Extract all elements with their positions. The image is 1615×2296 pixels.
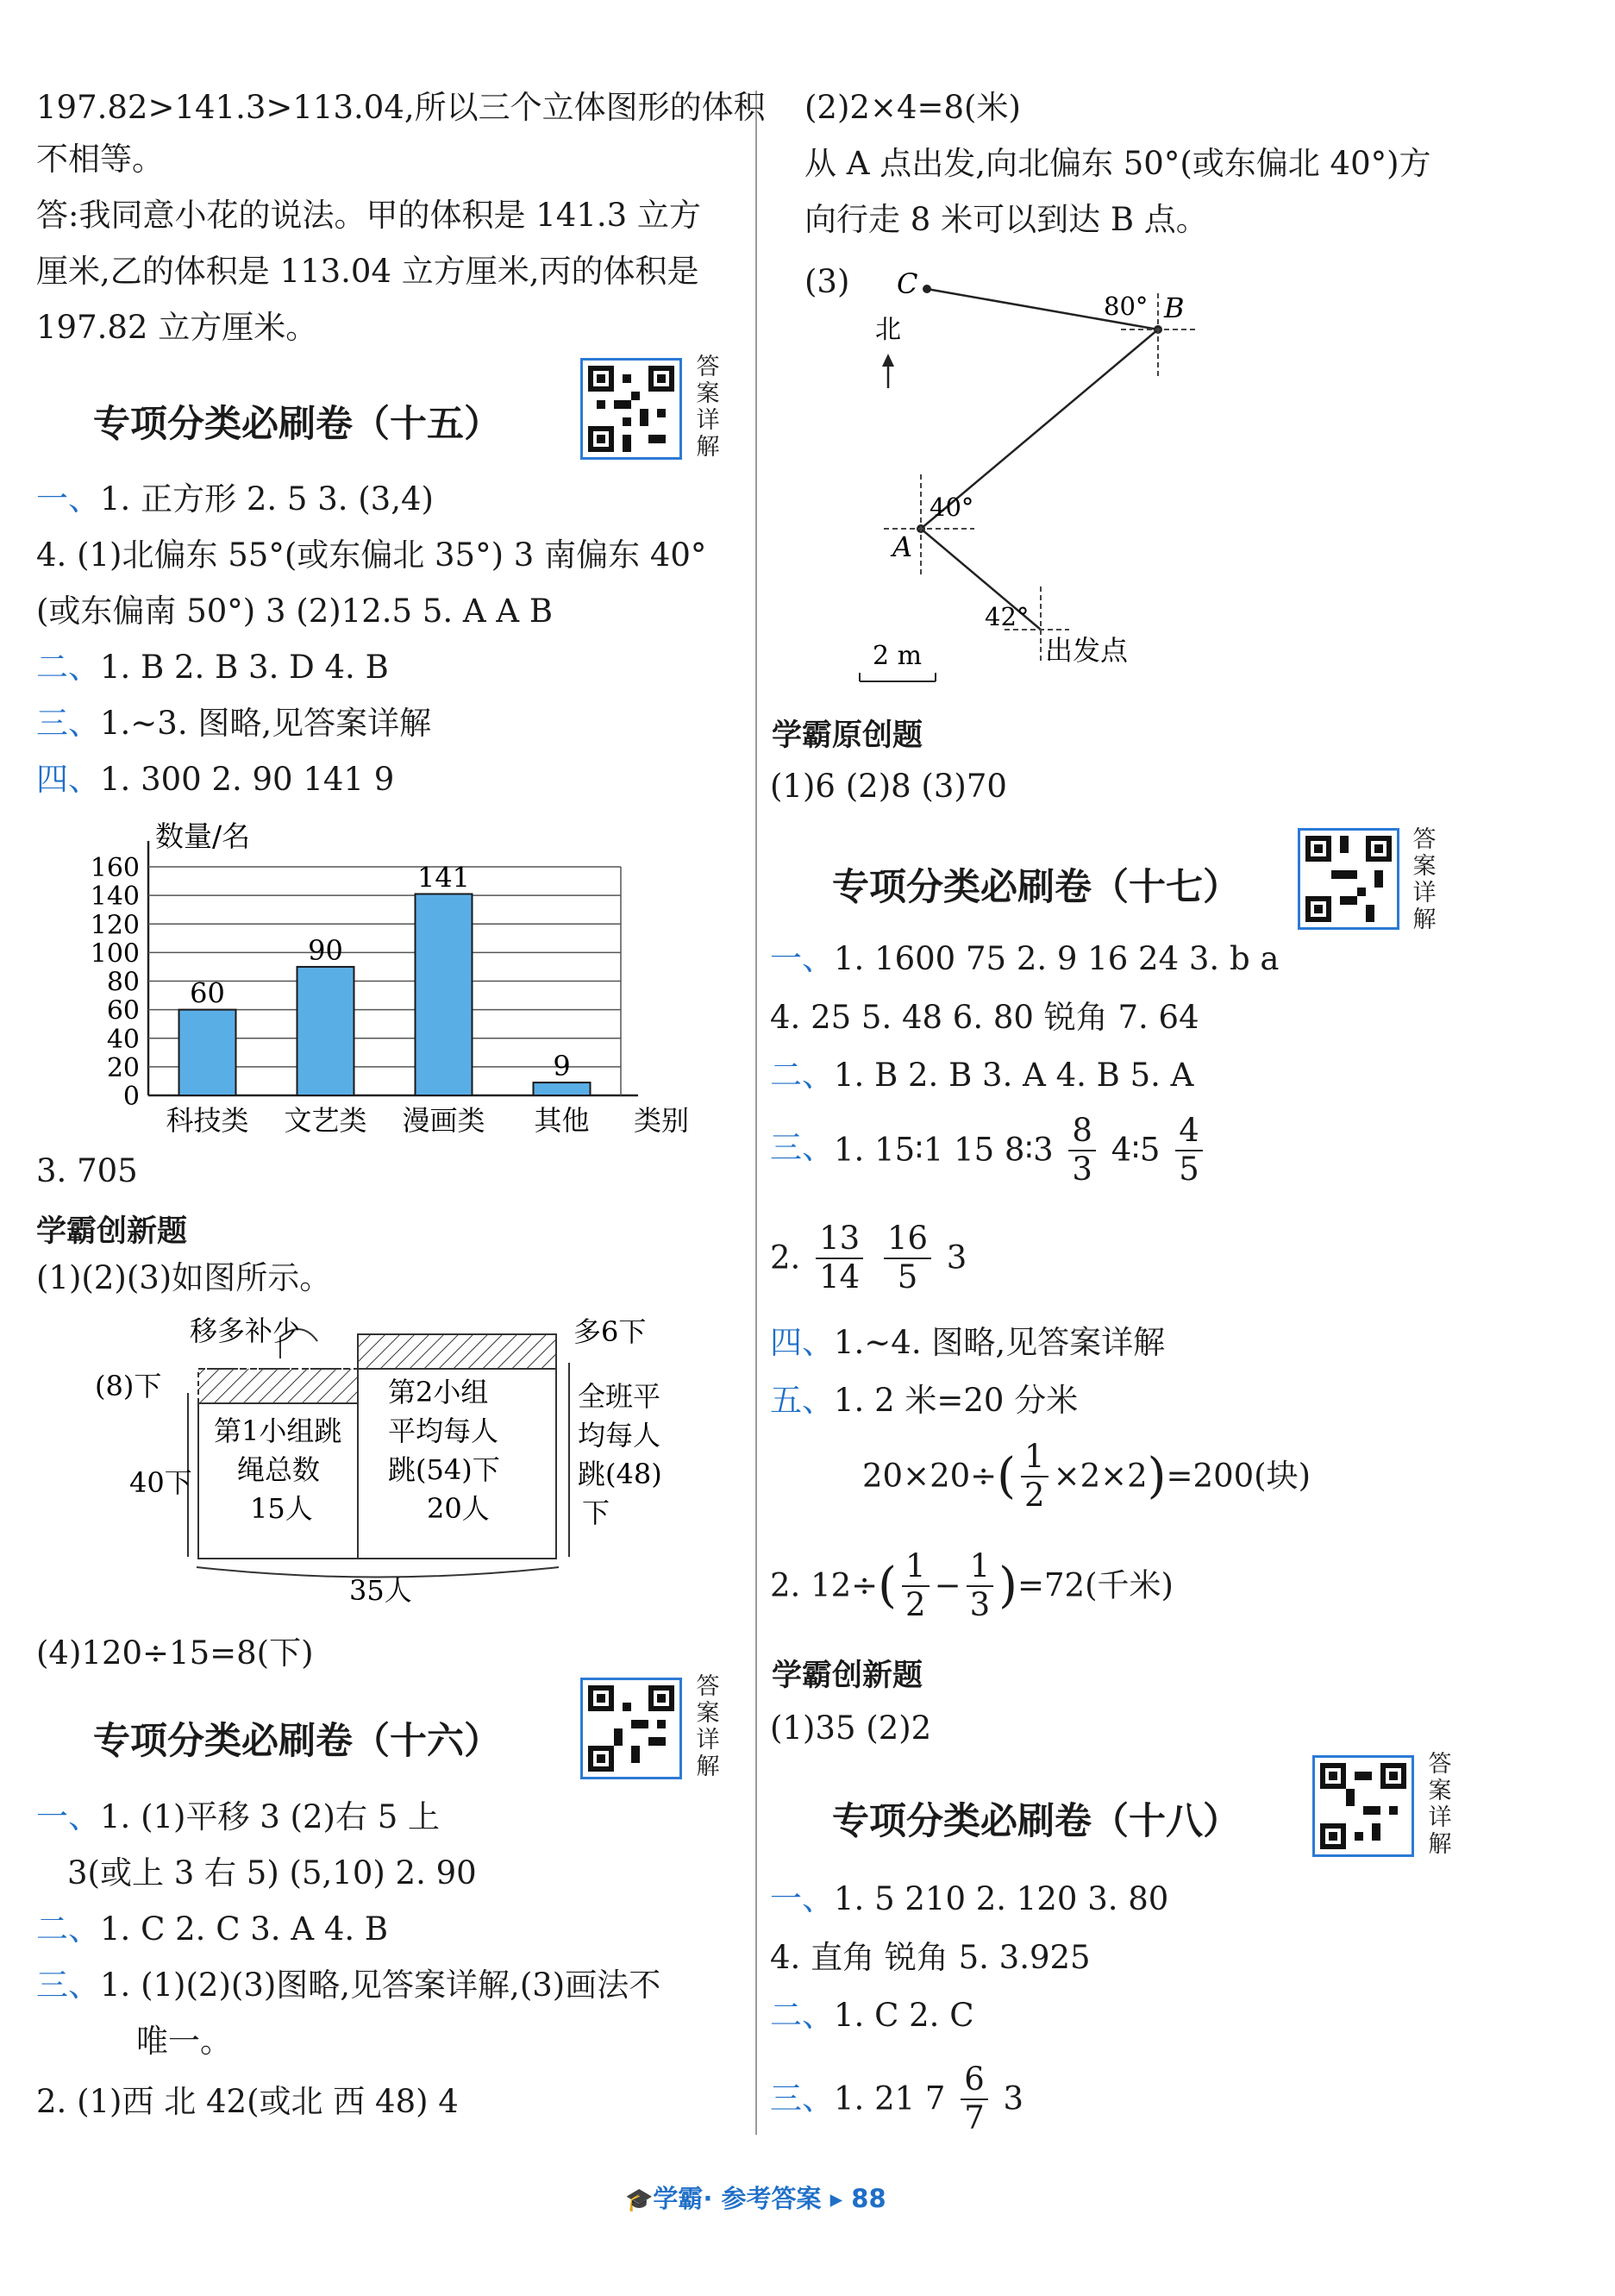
- answer-text: 3: [1003, 2080, 1024, 2117]
- item-prefix: 二、: [36, 649, 100, 686]
- diagram-label: 多6下: [573, 1315, 647, 1348]
- answer-line: 唯一。: [136, 2023, 232, 2060]
- answer-line: [36, 761, 394, 799]
- page-number: 88: [851, 2184, 886, 2213]
- chart-ylabel: 数量/名: [155, 819, 251, 853]
- diagram-label: 第2小组: [388, 1376, 489, 1408]
- qr-caption: 答案详解: [1428, 1751, 1452, 1858]
- item-prefix: 三、: [770, 2080, 834, 2117]
- chart-bar: [297, 967, 354, 1095]
- answer-line: 4. 25 5. 48 6. 80 锐角 7. 64: [770, 999, 1199, 1036]
- fill-block: [198, 1369, 358, 1403]
- answer-line: [770, 940, 1279, 978]
- answer-text: 1. 正方形 2. 5 3. (3,4): [100, 480, 434, 518]
- answer-line: [36, 1967, 660, 2004]
- scale-label: 2 m: [873, 641, 923, 671]
- diagram-label: 15人: [250, 1492, 313, 1525]
- item-prefix: 三、: [770, 1129, 834, 1167]
- answer-text: 1. 300 2. 90 141 9: [100, 761, 395, 798]
- chart-data-label: 141: [416, 861, 471, 894]
- answer-line: 2. (1)西 北 42(或北 西 48) 4: [36, 2083, 459, 2120]
- answer-line: [770, 1880, 1168, 1918]
- chart-tick-label: 160: [90, 853, 140, 883]
- answer-line: [770, 1324, 1165, 1362]
- diagram-label: 绳总数: [237, 1453, 321, 1486]
- chart-data-label: 60: [190, 976, 225, 1010]
- item-prefix: 一、: [770, 1880, 834, 1917]
- chart-data-label: 9: [553, 1050, 571, 1083]
- chart-bar: [534, 1082, 591, 1095]
- answer-line: 3. 705: [36, 1152, 138, 1189]
- diagram-label: 全班平: [578, 1380, 661, 1413]
- item-prefix: 三、: [36, 705, 100, 742]
- intro-line: 197.82 立方厘米。: [36, 309, 318, 346]
- fraction: $\frac{8}{3}$: [1068, 1113, 1096, 1188]
- equation-line: 20×20÷( $\frac{1}{2}$ ×2×2)=200(块): [862, 1438, 1311, 1514]
- map-point-c: C: [897, 267, 918, 300]
- item-prefix: 三、: [36, 1967, 100, 2004]
- chart-tick-label: 0: [122, 1082, 140, 1112]
- answer-line: 4. (1)北偏东 55°(或东偏北 35°) 3 南偏东 40°: [36, 536, 707, 574]
- answer-line: (3): [804, 263, 850, 300]
- item-prefix: 二、: [36, 1910, 100, 1948]
- intro-line: 答:我同意小花的说法。甲的体积是 141.3 立方: [36, 197, 701, 234]
- chart-category-label: 文艺类: [284, 1104, 367, 1137]
- column-divider: [755, 91, 757, 2135]
- diagram-label: 下: [582, 1496, 610, 1529]
- intro-line: 不相等。: [36, 141, 164, 178]
- diagram-label: 平均每人: [388, 1415, 499, 1447]
- item-prefix: 二、: [770, 1057, 834, 1094]
- item-prefix: 一、: [36, 480, 100, 518]
- chart-tick-label: 20: [106, 1052, 140, 1083]
- fraction: $\frac{16}{5}$: [884, 1220, 931, 1295]
- answer-text: 3: [946, 1239, 967, 1277]
- answer-line: (1)(2)(3)如图所示。: [36, 1259, 332, 1296]
- answer-line: 从 A 点出发,向北偏东 50°(或东偏北 40°)方: [804, 145, 1431, 182]
- answer-line: [770, 1382, 1078, 1420]
- intro-line: 197.82>141.3>113.04,所以三个立体图形的体积: [36, 89, 766, 126]
- subsection-title: 学霸原创题: [772, 718, 923, 753]
- qr-code-icon[interactable]: [580, 1678, 682, 1779]
- subsection-title: 学霸创新题: [36, 1214, 188, 1249]
- answer-line: (或东偏南 50°) 3 (2)12.5 5. A A B: [36, 593, 554, 630]
- answer-text: 1. 5 210 2. 120 3. 80: [834, 1880, 1169, 1917]
- answer-line: [770, 1057, 1193, 1095]
- item-prefix: 一、: [36, 1798, 100, 1835]
- item-prefix: 四、: [36, 761, 100, 798]
- map-point-a: A: [892, 530, 913, 563]
- fraction: $\frac{6}{7}$: [961, 2061, 988, 2136]
- answer-line: [770, 1997, 974, 2035]
- start-label: 出发点: [1045, 634, 1129, 667]
- answer-line: (2)2×4=8(米): [804, 89, 1021, 126]
- chart-tick-label: 60: [106, 995, 140, 1026]
- answer-text: 1.~3. 图略,见答案详解: [100, 705, 432, 742]
- answer-line: [770, 2061, 1023, 2136]
- fraction: $\frac{1}{3}$: [967, 1548, 994, 1623]
- chart-category-label: 漫画类: [402, 1104, 485, 1137]
- chart-tick-label: 80: [106, 967, 140, 998]
- footer-text: · 参考答案: [703, 2184, 822, 2213]
- answer-text: 1. B 2. B 3. A 4. B 5. A: [834, 1057, 1194, 1094]
- chart-data-label: 90: [308, 933, 343, 967]
- angle-label: 42°: [985, 602, 1030, 631]
- answer-text: 1. C 2. C 3. A 4. B: [100, 1910, 389, 1948]
- chart-bar: [179, 1010, 236, 1095]
- chart-bar: [416, 894, 473, 1095]
- fraction: $\frac{4}{5}$: [1175, 1113, 1203, 1188]
- diagram-label: 40下: [129, 1466, 192, 1499]
- chart-tick-label: 40: [106, 1024, 140, 1055]
- diagram-label: 20人: [427, 1492, 490, 1525]
- map-point-b: B: [1164, 292, 1185, 324]
- section-title-15: 专项分类必刷卷（十五）: [93, 403, 501, 446]
- footer-brand: 学霸: [653, 2184, 704, 2213]
- answer-line: (1)6 (2)8 (3)70: [770, 768, 1007, 805]
- answer-line: (1)35 (2)2: [770, 1709, 932, 1747]
- fraction: $\frac{13}{14}$: [816, 1220, 863, 1295]
- answer-text: 1. 21 7: [834, 2080, 946, 2117]
- chart-tick-label: 100: [90, 938, 140, 969]
- answer-text: 1. 15∶1 15 8∶3: [834, 1131, 1054, 1169]
- qr-code-icon[interactable]: [1312, 1755, 1414, 1857]
- answer-line: [36, 480, 434, 518]
- page-footer: [625, 2180, 886, 2215]
- item-prefix: 一、: [770, 940, 834, 977]
- answer-text: 4∶5: [1111, 1131, 1161, 1169]
- diagram-label: (8)下: [95, 1370, 162, 1402]
- answer-line: [770, 1113, 1208, 1188]
- chart-category-label: 其他: [534, 1104, 590, 1137]
- answer-line: [36, 1798, 440, 1836]
- answer-text: 2.: [770, 1239, 801, 1277]
- qr-code-icon[interactable]: [580, 358, 682, 460]
- diagram-label: 35人: [349, 1574, 412, 1607]
- qr-caption: 答案详解: [696, 1673, 720, 1780]
- north-label: 北: [875, 315, 901, 345]
- answer-line: [36, 649, 389, 687]
- chart-tick-label: 140: [90, 881, 140, 913]
- diagram-label: 均每人: [578, 1419, 661, 1452]
- footer-arrow-icon: ▸: [821, 2184, 852, 2213]
- chart-xlabel: 类别: [634, 1104, 690, 1137]
- answer-line: [36, 1910, 388, 1948]
- chart-category-label: 科技类: [166, 1104, 249, 1137]
- subsection-title: 学霸创新题: [772, 1659, 923, 1693]
- item-prefix: 五、: [770, 1382, 834, 1419]
- diagram-label: 第1小组跳: [214, 1415, 342, 1447]
- answer-text: 1. B 2. B 3. D 4. B: [100, 649, 389, 686]
- section-title-18: 专项分类必刷卷（十八）: [832, 1800, 1240, 1843]
- angle-label: 40°: [930, 492, 974, 522]
- diagram-label: 跳(48): [578, 1458, 662, 1490]
- equation-line: 2. 12÷( $\frac{1}{2}$ − $\frac{1}{3}$ )=72(千米): [770, 1547, 1174, 1623]
- answer-text: 1. 2 米=20 分米: [834, 1382, 1079, 1419]
- section-title-17: 专项分类必刷卷（十七）: [832, 866, 1240, 909]
- section-title-16: 专项分类必刷卷（十六）: [93, 1720, 501, 1763]
- angle-label: 80°: [1104, 292, 1149, 321]
- answer-line: (4)120÷15=8(下): [36, 1634, 314, 1672]
- fraction: $\frac{1}{2}$: [1021, 1439, 1048, 1514]
- item-prefix: 二、: [770, 1997, 834, 2034]
- fraction: $\frac{1}{2}$: [902, 1548, 930, 1623]
- direction-map: [845, 259, 1293, 699]
- chart-tick-label: 120: [90, 910, 140, 941]
- bar-chart: [52, 815, 690, 1143]
- qr-caption: 答案详解: [696, 354, 720, 461]
- answer-line: 向行走 8 米可以到达 B 点。: [804, 201, 1208, 238]
- answer-text: 1. (1)(2)(3)图略,见答案详解,(3)画法不: [100, 1967, 661, 2004]
- answer-line: [36, 705, 431, 743]
- answer-line: [770, 1220, 967, 1295]
- item-prefix: 四、: [770, 1324, 834, 1361]
- answer-text: 1.~4. 图略,见答案详解: [834, 1324, 1166, 1361]
- answer-line: 3(或上 3 右 5) (5,10) 2. 90: [67, 1854, 477, 1891]
- answer-line: 4. 直角 锐角 5. 3.925: [770, 1939, 1091, 1976]
- qr-code-icon[interactable]: [1298, 828, 1399, 930]
- move-diagram: [86, 1311, 673, 1622]
- answer-text: 1. 1600 75 2. 9 16 24 3. b a: [834, 940, 1280, 977]
- surplus-block: [358, 1334, 556, 1369]
- intro-line: 厘米,乙的体积是 113.04 立方厘米,丙的体积是: [36, 253, 699, 290]
- qr-caption: 答案详解: [1412, 826, 1437, 933]
- answer-text: 1. (1)平移 3 (2)右 5 上: [100, 1798, 441, 1835]
- footer-logo-icon: 🎓: [625, 2187, 654, 2213]
- answer-text: 1. C 2. C: [834, 1997, 974, 2034]
- diagram-label: 跳(54)下: [388, 1453, 500, 1486]
- diagram-label: 移多补少: [190, 1314, 301, 1347]
